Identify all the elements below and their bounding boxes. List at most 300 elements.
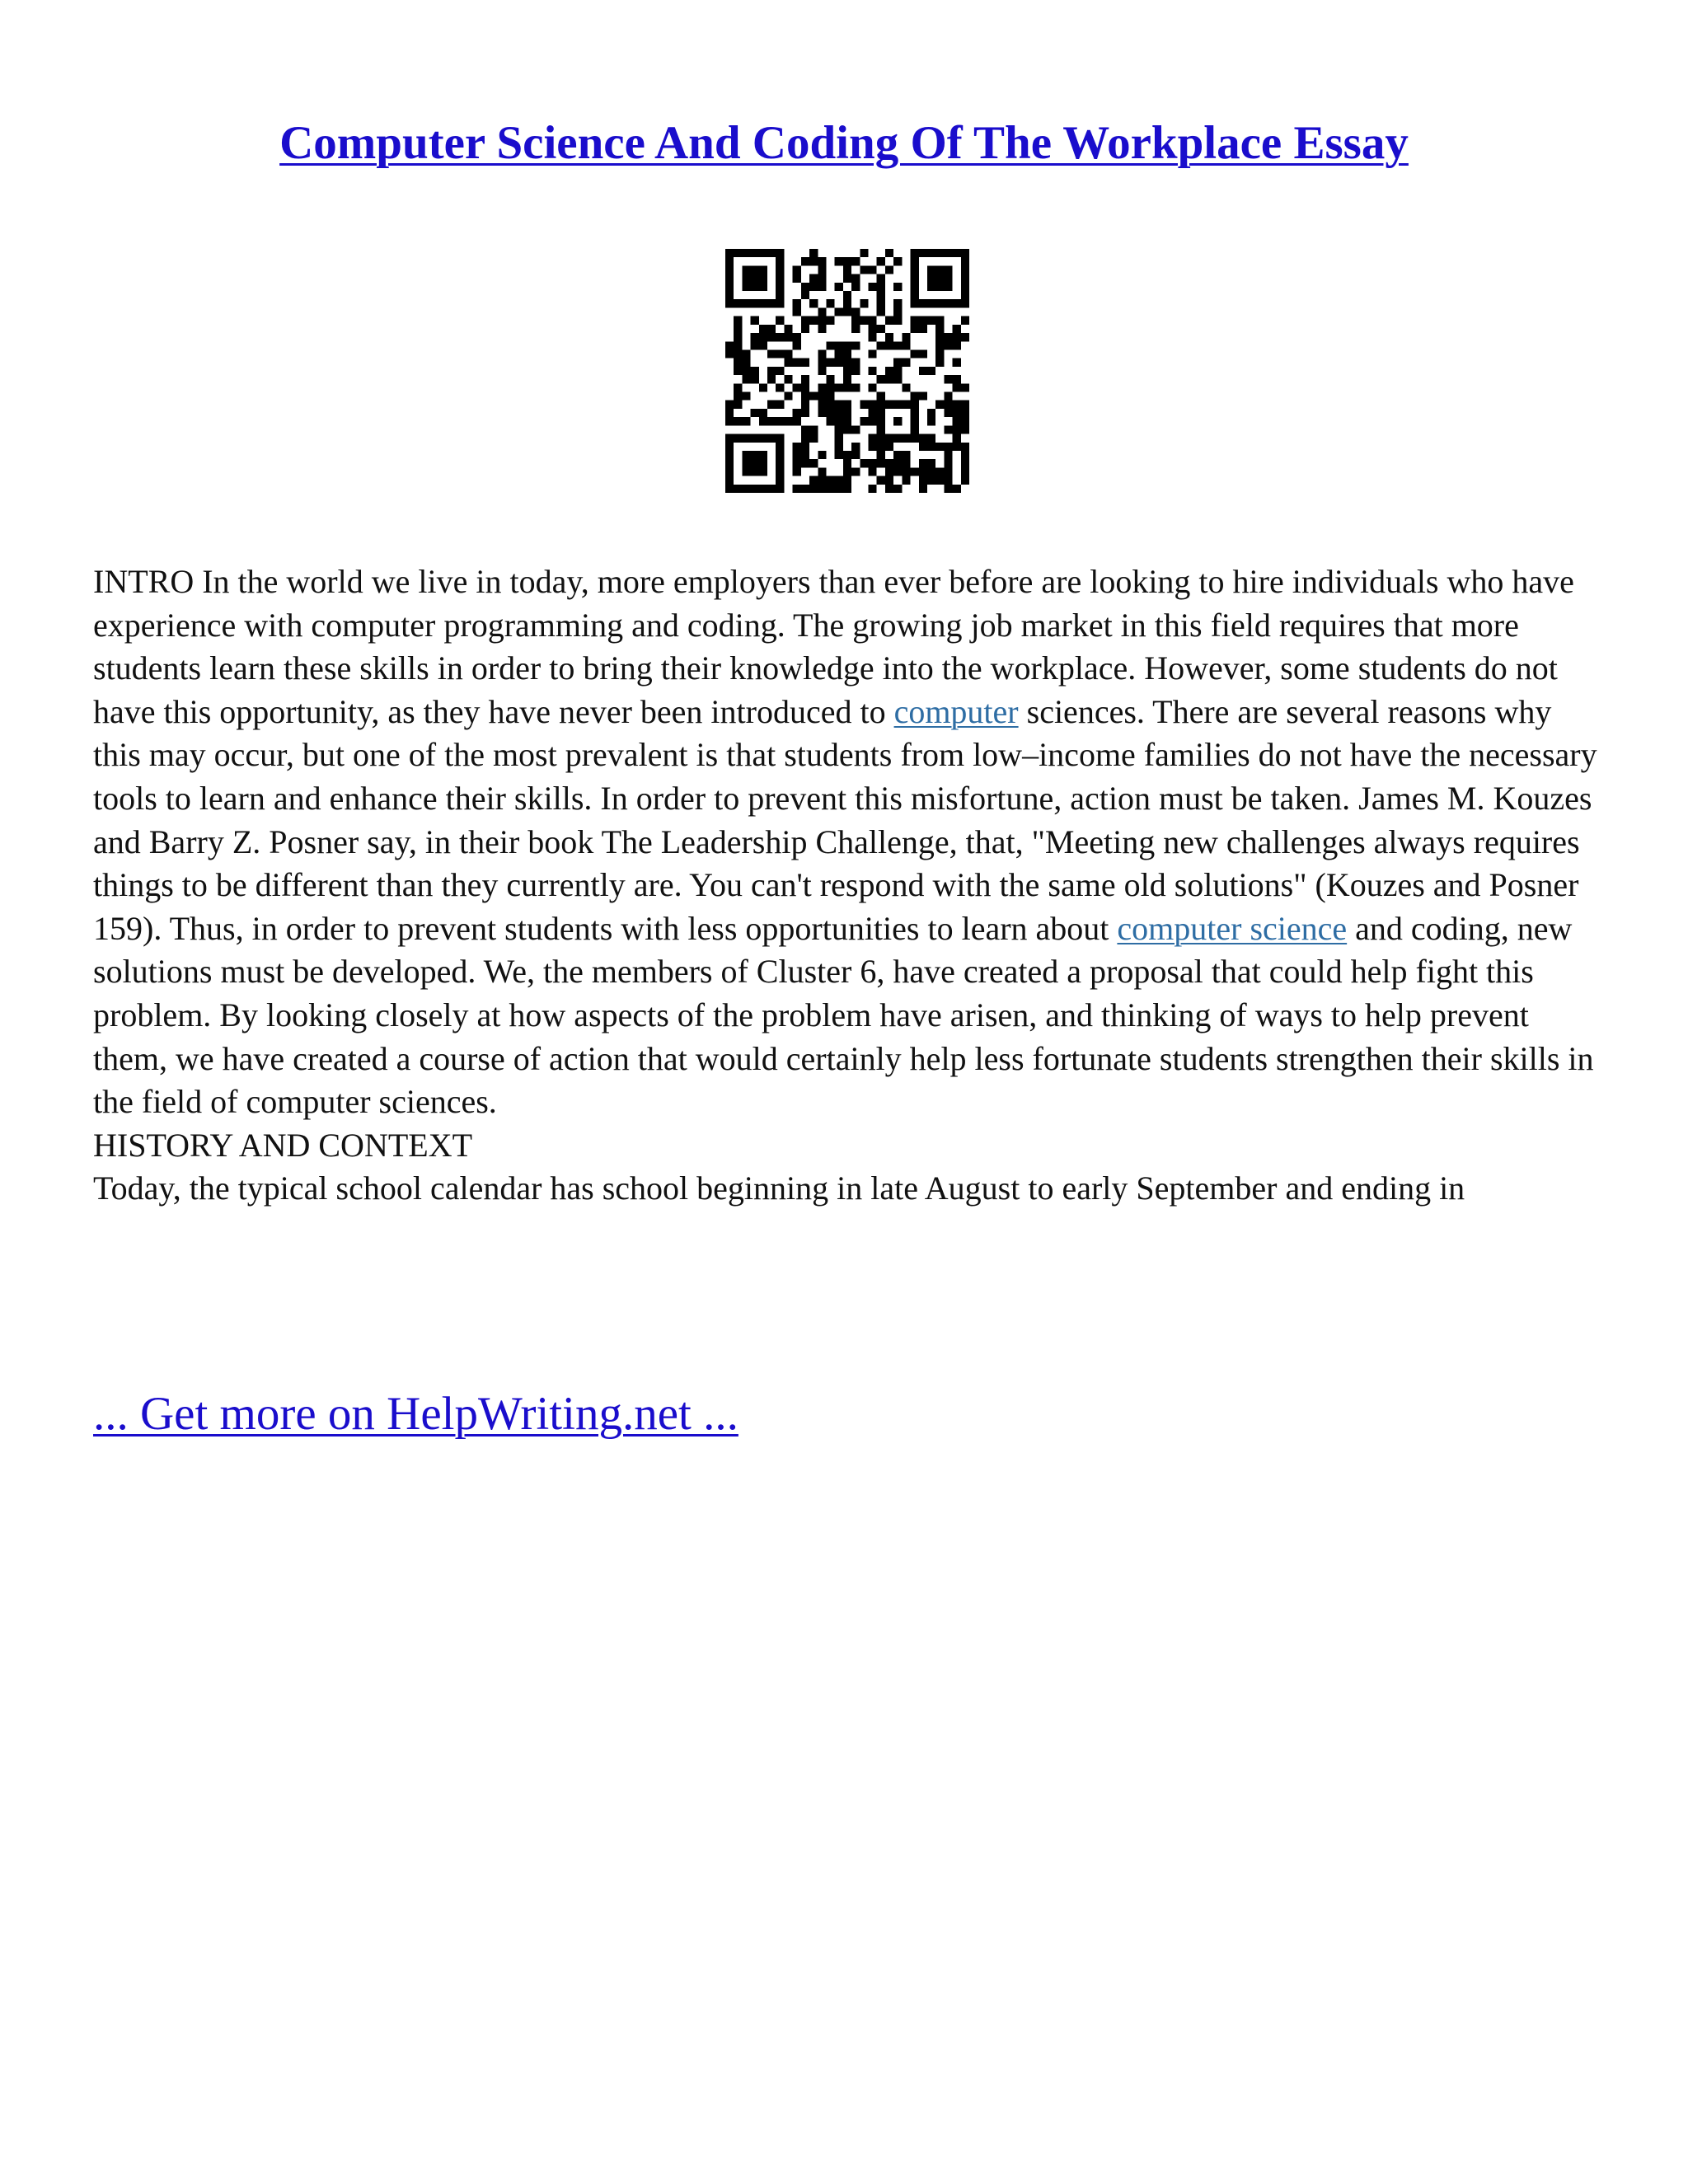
qr-module	[893, 283, 902, 291]
qr-code-icon	[725, 249, 969, 493]
qr-module	[843, 341, 851, 349]
qr-module	[953, 333, 961, 341]
qr-module	[902, 341, 910, 349]
qr-module	[935, 467, 944, 476]
qr-module	[961, 291, 969, 299]
qr-module	[776, 476, 784, 485]
qr-module	[961, 425, 969, 434]
qr-module	[835, 283, 843, 291]
qr-module	[784, 375, 792, 383]
qr-module	[935, 274, 944, 283]
qr-module	[835, 451, 843, 459]
qr-module	[911, 392, 919, 401]
qr-module	[944, 392, 952, 401]
qr-module	[911, 283, 919, 291]
qr-module	[826, 375, 834, 383]
qr-module	[893, 485, 902, 493]
qr-module	[944, 274, 952, 283]
qr-module	[944, 265, 952, 274]
qr-module	[877, 425, 885, 434]
qr-module	[860, 459, 868, 467]
qr-module	[801, 401, 809, 409]
qr-module	[776, 349, 784, 358]
qr-module	[851, 367, 860, 375]
qr-module	[776, 299, 784, 307]
qr-module	[793, 359, 801, 367]
qr-module	[767, 485, 776, 493]
qr-module	[944, 299, 952, 307]
qr-module	[944, 333, 952, 341]
qr-module	[953, 425, 961, 434]
qr-module	[776, 316, 784, 325]
qr-module	[751, 265, 759, 274]
qr-module	[851, 359, 860, 367]
qr-module	[767, 401, 776, 409]
qr-module	[793, 265, 801, 274]
qr-module	[742, 367, 750, 375]
qr-module	[725, 401, 734, 409]
qr-module	[725, 485, 734, 493]
qr-module	[809, 257, 818, 265]
qr-module	[877, 434, 885, 443]
qr-module	[877, 409, 885, 417]
qr-module	[826, 299, 834, 307]
qr-module	[767, 375, 776, 383]
qr-module	[835, 425, 843, 434]
qr-module	[885, 375, 893, 383]
qr-module	[793, 443, 801, 451]
qr-module	[953, 417, 961, 425]
qr-module	[759, 283, 767, 291]
qr-module	[860, 249, 868, 257]
qr-module	[869, 401, 877, 409]
qr-module	[851, 425, 860, 434]
qr-module	[784, 392, 792, 401]
qr-module	[961, 443, 969, 451]
qr-module	[835, 434, 843, 443]
qr-module	[759, 274, 767, 283]
qr-module	[725, 417, 734, 425]
qr-module	[885, 249, 893, 257]
qr-module	[725, 341, 734, 349]
qr-module	[818, 325, 826, 333]
qr-module	[818, 283, 826, 291]
qr-module	[860, 417, 868, 425]
qr-module	[776, 333, 784, 341]
qr-module	[885, 265, 893, 274]
qr-module	[725, 274, 734, 283]
qr-module	[961, 476, 969, 485]
qr-module	[742, 359, 750, 367]
qr-module	[953, 325, 961, 333]
qr-module	[869, 367, 877, 375]
qr-module	[767, 349, 776, 358]
qr-module	[893, 359, 902, 367]
qr-module	[843, 485, 851, 493]
qr-module	[809, 283, 818, 291]
qr-module	[893, 299, 902, 307]
qr-module	[944, 451, 952, 459]
qr-module	[893, 459, 902, 467]
history-paragraph: Today, the typical school calendar has school beginning in late August to early September and ending in	[93, 1169, 1465, 1207]
qr-module	[944, 375, 952, 383]
qr-module	[784, 349, 792, 358]
qr-module	[902, 401, 910, 409]
qr-module	[826, 409, 834, 417]
qr-module	[851, 257, 860, 265]
qr-module	[961, 283, 969, 291]
qr-module	[793, 451, 801, 459]
qr-module	[919, 443, 927, 451]
qr-module	[935, 265, 944, 274]
qr-module	[843, 349, 851, 358]
qr-module	[944, 459, 952, 467]
qr-module	[843, 383, 851, 391]
qr-module	[809, 249, 818, 257]
qr-module	[961, 249, 969, 257]
qr-module	[818, 401, 826, 409]
qr-module	[776, 451, 784, 459]
qr-module	[835, 349, 843, 358]
qr-module	[725, 283, 734, 291]
qr-module	[935, 283, 944, 291]
qr-module	[885, 316, 893, 325]
qr-module	[944, 425, 952, 434]
qr-module	[902, 359, 910, 367]
qr-module	[776, 367, 784, 375]
qr-module	[751, 299, 759, 307]
title-link[interactable]: Computer Science And Coding Of The Workplace Essay	[279, 117, 1409, 169]
qr-module	[793, 459, 801, 467]
qr-module	[784, 325, 792, 333]
qr-module	[927, 443, 935, 451]
qr-module	[767, 325, 776, 333]
qr-module	[835, 476, 843, 485]
qr-module	[734, 299, 742, 307]
qr-module	[851, 341, 860, 349]
qr-module	[759, 383, 767, 391]
qr-module	[734, 359, 742, 367]
qr-module	[725, 299, 734, 307]
qr-module	[851, 283, 860, 291]
qr-module	[843, 451, 851, 459]
qr-module	[935, 349, 944, 358]
qr-module	[843, 401, 851, 409]
qr-module	[818, 359, 826, 367]
qr-module	[793, 383, 801, 391]
qr-module	[885, 467, 893, 476]
qr-module	[835, 257, 843, 265]
qr-module	[734, 316, 742, 325]
qr-module	[885, 341, 893, 349]
qr-module	[776, 417, 784, 425]
qr-module	[801, 383, 809, 391]
qr-module	[818, 485, 826, 493]
qr-module	[801, 283, 809, 291]
qr-module	[725, 459, 734, 467]
qr-module	[911, 274, 919, 283]
qr-module	[742, 349, 750, 358]
qr-module	[935, 333, 944, 341]
qr-module	[927, 409, 935, 417]
qr-module	[801, 325, 809, 333]
qr-module	[927, 265, 935, 274]
qr-module	[751, 316, 759, 325]
qr-module	[776, 467, 784, 476]
qr-module	[953, 409, 961, 417]
qr-module	[759, 434, 767, 443]
qr-module	[809, 476, 818, 485]
qr-module	[869, 325, 877, 333]
qr-module	[851, 383, 860, 391]
qr-module	[767, 367, 776, 375]
qr-module	[826, 316, 834, 325]
qr-module	[927, 459, 935, 467]
qr-module	[835, 307, 843, 316]
qr-module	[919, 349, 927, 358]
qr-module	[784, 333, 792, 341]
qr-module	[734, 434, 742, 443]
qr-module	[851, 316, 860, 325]
qr-module	[759, 485, 767, 493]
qr-module	[759, 467, 767, 476]
qr-module	[734, 349, 742, 358]
qr-module	[809, 425, 818, 434]
intro-text-part-2: sciences. There are several reasons why this may occur, but one of the most prevalent is that students from low–income families do not have the necessary tools to learn and enhance their skills. In order to prevent this misfortune, action must be taken. James M. Kouzes and Barry Z. Posner say, in their book The Leadership Challenge, that, "Meeting new challenges always requires things to be different than they currently are. You can't respond with the same old solutions" (Kouzes and Posner 159). Thus, in order to prevent students with less opportunities to learn about	[93, 692, 1597, 947]
qr-module	[751, 409, 759, 417]
qr-module	[843, 425, 851, 434]
qr-module	[877, 341, 885, 349]
qr-module	[759, 249, 767, 257]
qr-module	[826, 359, 834, 367]
qr-module	[725, 434, 734, 443]
qr-module	[826, 476, 834, 485]
qr-module	[843, 375, 851, 383]
qr-module	[877, 375, 885, 383]
qr-module	[793, 341, 801, 349]
qr-module	[759, 299, 767, 307]
qr-module	[793, 299, 801, 307]
qr-module	[961, 383, 969, 391]
qr-module	[919, 299, 927, 307]
qr-module	[877, 299, 885, 307]
qr-module	[776, 383, 784, 391]
qr-module	[784, 417, 792, 425]
qr-module	[826, 401, 834, 409]
qr-module	[869, 459, 877, 467]
qr-module	[843, 307, 851, 316]
qr-module	[869, 485, 877, 493]
qr-module	[742, 283, 750, 291]
qr-module	[927, 467, 935, 476]
qr-module	[843, 299, 851, 307]
qr-module	[742, 249, 750, 257]
qr-module	[742, 392, 750, 401]
qr-module	[893, 316, 902, 325]
qr-module	[843, 409, 851, 417]
qr-module	[885, 401, 893, 409]
qr-module	[767, 434, 776, 443]
qr-module	[776, 283, 784, 291]
qr-module	[953, 383, 961, 391]
qr-module	[893, 434, 902, 443]
computer-link[interactable]: computer	[893, 692, 1019, 730]
qr-code-graphic	[725, 249, 969, 493]
essay-body	[93, 560, 1601, 1211]
qr-module	[843, 257, 851, 265]
qr-module	[961, 265, 969, 274]
qr-module	[927, 434, 935, 443]
qr-module	[893, 257, 902, 265]
qr-module	[860, 316, 868, 325]
qr-module	[927, 249, 935, 257]
qr-module	[902, 476, 910, 485]
qr-module	[801, 257, 809, 265]
qr-module	[801, 291, 809, 299]
qr-module	[935, 359, 944, 367]
qr-module	[751, 367, 759, 375]
qr-module	[877, 291, 885, 299]
qr-module	[935, 325, 944, 333]
qr-module	[877, 417, 885, 425]
intro-text-part-1: INTRO In the world we live in today, more employers than ever before are looking to hire individuals who have experience with computer programming and coding. The growing job market in this field requires that more students learn these skills in order to bring their knowledge into the workplace. However, some students do not have this opportunity, as they have never been introduced to	[93, 563, 1574, 730]
qr-module	[826, 392, 834, 401]
qr-module	[751, 375, 759, 383]
qr-module	[776, 249, 784, 257]
qr-module	[725, 349, 734, 358]
qr-module	[843, 291, 851, 299]
qr-module	[877, 476, 885, 485]
qr-module	[809, 459, 818, 467]
qr-module	[751, 451, 759, 459]
qr-module	[801, 443, 809, 451]
qr-module	[742, 274, 750, 283]
qr-module	[767, 417, 776, 425]
qr-module	[742, 417, 750, 425]
qr-module	[767, 249, 776, 257]
qr-module	[919, 476, 927, 485]
qr-module	[734, 401, 742, 409]
qr-module	[869, 316, 877, 325]
qr-module	[869, 443, 877, 451]
qr-module	[809, 274, 818, 283]
qr-module	[911, 434, 919, 443]
qr-module	[742, 459, 750, 467]
qr-module	[851, 325, 860, 333]
computer-science-link[interactable]: computer science	[1117, 909, 1348, 947]
qr-module	[911, 467, 919, 476]
qr-module	[801, 425, 809, 434]
qr-module	[793, 274, 801, 283]
qr-module	[793, 467, 801, 476]
qr-module	[742, 485, 750, 493]
qr-module	[935, 299, 944, 307]
qr-module	[734, 485, 742, 493]
qr-module	[902, 467, 910, 476]
qr-module	[919, 459, 927, 467]
qr-module	[759, 325, 767, 333]
qr-module	[927, 283, 935, 291]
qr-module	[801, 434, 809, 443]
qr-module	[885, 459, 893, 467]
qr-module	[751, 333, 759, 341]
qr-module	[776, 265, 784, 274]
qr-module	[961, 401, 969, 409]
qr-module	[742, 299, 750, 307]
qr-module	[818, 274, 826, 283]
qr-module	[818, 409, 826, 417]
qr-module	[793, 417, 801, 425]
intro-paragraph	[93, 560, 1601, 1124]
qr-module	[944, 467, 952, 476]
qr-module	[919, 367, 927, 375]
qr-module	[734, 325, 742, 333]
qr-module	[835, 443, 843, 451]
qr-module	[801, 316, 809, 325]
qr-module	[734, 417, 742, 425]
qr-module	[734, 333, 742, 341]
qr-module	[809, 392, 818, 401]
qr-module	[835, 341, 843, 349]
qr-module	[835, 417, 843, 425]
qr-module	[843, 367, 851, 375]
qr-module	[893, 307, 902, 316]
qr-module	[793, 307, 801, 316]
qr-module	[961, 274, 969, 283]
qr-module	[935, 316, 944, 325]
qr-module	[893, 375, 902, 383]
qr-module	[953, 485, 961, 493]
qr-module	[944, 283, 952, 291]
qr-module	[725, 409, 734, 417]
qr-module	[893, 451, 902, 459]
qr-module	[869, 265, 877, 274]
qr-module	[826, 383, 834, 391]
qr-module	[919, 249, 927, 257]
qr-module	[953, 359, 961, 367]
qr-module	[944, 249, 952, 257]
qr-module	[725, 257, 734, 265]
qr-module	[801, 459, 809, 467]
qr-module	[826, 341, 834, 349]
qr-module	[911, 257, 919, 265]
qr-module	[759, 341, 767, 349]
qr-module	[767, 299, 776, 307]
qr-module	[902, 333, 910, 341]
qr-module	[935, 249, 944, 257]
qr-module	[818, 392, 826, 401]
qr-module	[851, 451, 860, 459]
qr-module	[801, 359, 809, 367]
qr-module	[759, 409, 767, 417]
qr-module	[851, 274, 860, 283]
qr-module	[961, 451, 969, 459]
qr-module	[851, 307, 860, 316]
qr-module	[776, 291, 784, 299]
qr-module	[809, 434, 818, 443]
qr-module	[911, 291, 919, 299]
qr-module	[919, 325, 927, 333]
qr-module	[793, 485, 801, 493]
qr-module	[961, 316, 969, 325]
qr-module	[751, 467, 759, 476]
get-more-link[interactable]: ... Get more on HelpWriting.net ...	[93, 1388, 738, 1440]
qr-module	[734, 249, 742, 257]
qr-module	[877, 401, 885, 409]
qr-module	[751, 459, 759, 467]
qr-module	[877, 392, 885, 401]
qr-module	[801, 375, 809, 383]
